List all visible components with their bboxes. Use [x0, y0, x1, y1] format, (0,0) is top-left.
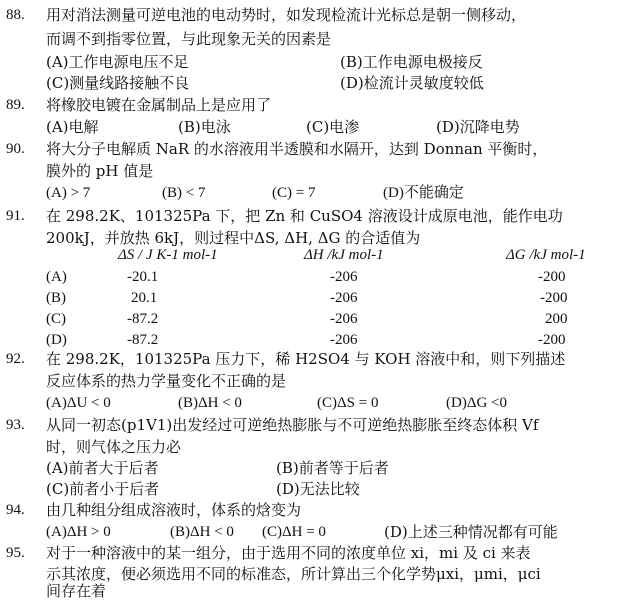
option-a: (A)电解: [46, 118, 99, 136]
question-number: 93.: [6, 417, 25, 433]
question-stem: 对于一种溶液中的某一组分，由于选用不同的浓度单位 xi，mi 及 ci 来表: [46, 544, 531, 562]
cell-ds: -87.2: [127, 332, 159, 348]
cell-dh: -206: [330, 290, 358, 306]
question-number: 95.: [6, 545, 25, 561]
row-label: (B): [46, 290, 66, 306]
option-d: (D)检流计灵敏度较低: [340, 74, 484, 92]
option-a: (A) > 7: [46, 185, 91, 201]
option-d: (D)沉降电势: [436, 118, 520, 136]
cell-dg: -200: [538, 269, 566, 285]
option-a: (A)ΔH > 0: [46, 524, 111, 540]
cell-ds: -20.1: [127, 269, 159, 285]
option-a: (A)ΔU < 0: [46, 395, 111, 411]
question-stem: 用对消法测量可逆电池的电动势时，如发现检流计光标总是朝一侧移动，: [46, 6, 527, 24]
question-stem: 从同一初态(p1V1)出发经过可逆绝热膨胀与不可逆绝热膨胀至终态体积 Vf: [46, 416, 539, 434]
cell-ds: -87.2: [127, 311, 159, 327]
question-stem: 将橡胶电镀在金属制品上是应用了: [46, 96, 272, 114]
option-a: (A)工作电源电压不足: [46, 53, 189, 71]
option-d: (D)无法比较: [276, 480, 360, 498]
option-b: (B)ΔH < 0: [178, 395, 242, 411]
column-header-dg: ΔG /kJ mol-1: [506, 247, 586, 263]
cell-dg: 200: [545, 311, 568, 327]
option-d: (D)不能确定: [383, 185, 464, 201]
option-b: (B)前者等于后者: [276, 459, 389, 477]
option-b: (B) < 7: [162, 185, 206, 201]
row-label: (D): [46, 332, 67, 348]
cell-dh: -206: [330, 332, 358, 348]
option-b: (B)ΔH < 0: [170, 524, 234, 540]
option-c: (C)ΔH = 0: [262, 524, 326, 540]
option-c: (C)前者小于后者: [46, 480, 160, 498]
option-b: (B)工作电源电极接反: [340, 53, 483, 71]
column-header-dh: ΔH /kJ mol-1: [304, 247, 384, 263]
row-label: (C): [46, 311, 66, 327]
option-a: (A)前者大于后者: [46, 459, 159, 477]
question-number: 90.: [6, 141, 25, 157]
cell-dg: -200: [540, 290, 568, 306]
question-number: 92.: [6, 351, 25, 367]
option-c: (C) = 7: [272, 185, 316, 201]
row-label: (A): [46, 269, 67, 285]
question-stem: 在 298.2K、101325Pa 下，把 Zn 和 CuSO4 溶液设计成原电池，能作电功: [46, 207, 563, 225]
question-number: 89.: [6, 97, 25, 113]
option-c: (C)电渗: [306, 118, 360, 136]
question-number: 94.: [6, 502, 25, 518]
option-b: (B)电泳: [178, 118, 231, 136]
cell-ds: 20.1: [131, 290, 158, 306]
option-c: (C)ΔS = 0: [317, 395, 379, 411]
cell-dg: -200: [538, 332, 566, 348]
option-c: (C)测量线路接触不良: [46, 74, 190, 92]
question-stem: 将大分子电解质 NaR 的水溶液用半透膜和水隔开，达到 Donnan 平衡时，: [46, 140, 548, 158]
option-d: (D)上述三种情况都有可能: [384, 523, 558, 541]
cell-dh: -206: [330, 311, 358, 327]
question-number: 91.: [6, 208, 25, 224]
cell-dh: -206: [330, 269, 358, 285]
option-d: (D)ΔG <0: [446, 395, 508, 411]
question-stem: 由几种组分组成溶液时，体系的焓变为: [46, 501, 302, 519]
column-header-ds: ΔS / J K-1 mol-1: [118, 247, 218, 263]
question-stem: 在 298.2K，101325Pa 压力下，稀 H2SO4 与 KOH 溶液中和，则下列描述: [46, 350, 566, 368]
question-number: 88.: [6, 7, 25, 23]
